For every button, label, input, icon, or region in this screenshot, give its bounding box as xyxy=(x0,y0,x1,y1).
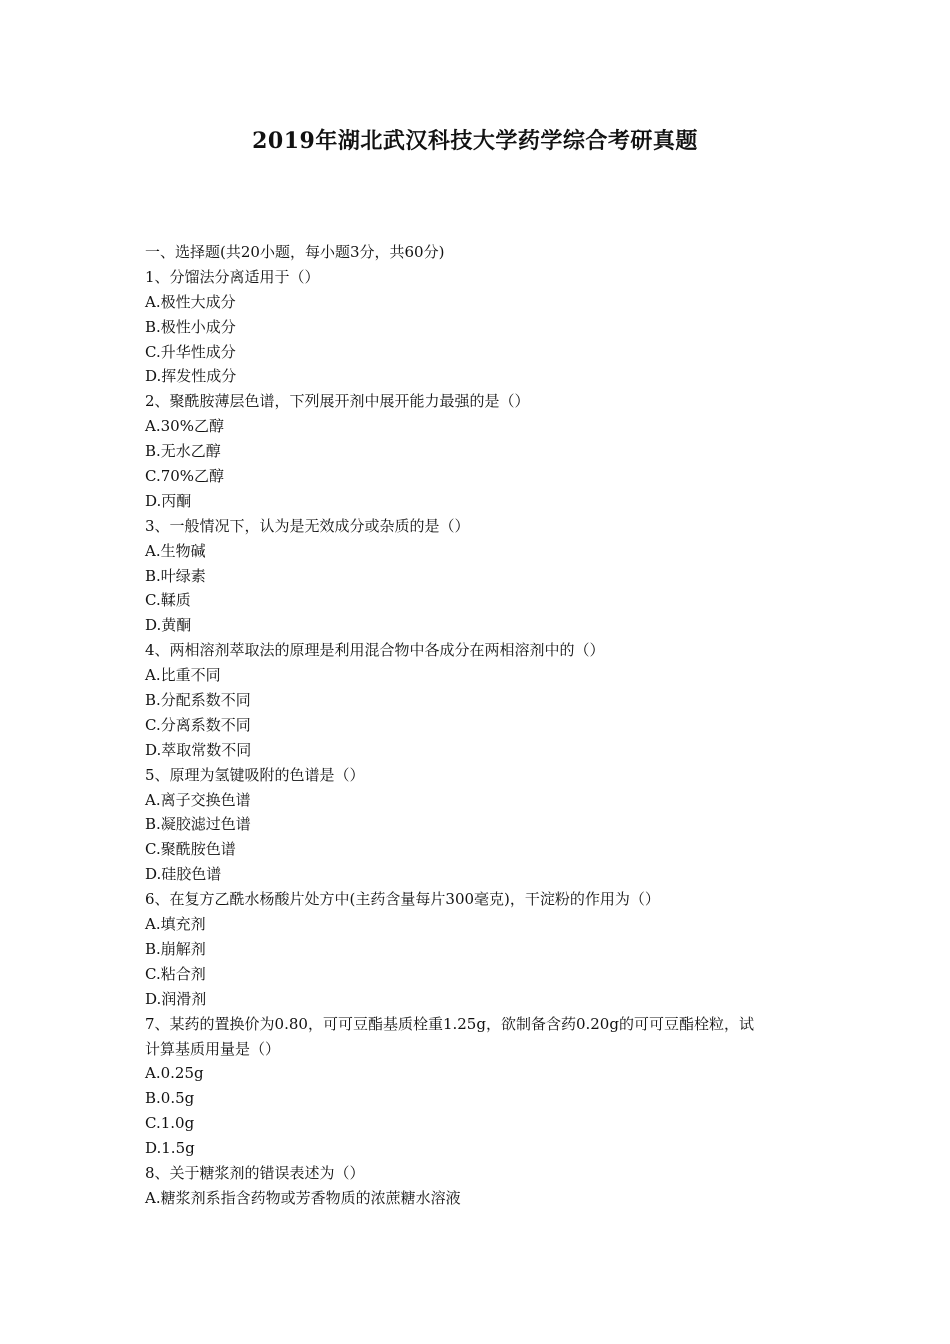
question-option: B.叶绿素 xyxy=(145,566,206,585)
question-option: D.萃取常数不同 xyxy=(145,740,252,759)
question-stem: 4、两相溶剂萃取法的原理是利用混合物中各成分在两相溶剂中的（） xyxy=(145,641,605,660)
question-option: B.0.5g xyxy=(145,1089,195,1108)
question-option: B.极性小成分 xyxy=(145,317,236,336)
question-stem: 6、在复方乙酰水杨酸片处方中(主药含量每片300毫克)，干淀粉的作用为（） xyxy=(145,890,660,909)
question-option: D.润滑剂 xyxy=(145,989,207,1008)
question-stem: 2、聚酰胺薄层色谱，下列展开剂中展开能力最强的是（） xyxy=(145,392,530,411)
question-option: A.比重不同 xyxy=(145,666,221,685)
question-option: B.分配系数不同 xyxy=(145,691,251,710)
question-stem: 1、分馏法分离适用于（） xyxy=(145,267,320,286)
section-heading: 一、选择题(共20小题，每小题3分，共60分) xyxy=(145,243,445,261)
question-option: D.黄酮 xyxy=(145,616,192,635)
question-option: A.生物碱 xyxy=(145,541,206,560)
question-option: C.粘合剂 xyxy=(145,964,206,983)
question-stem: 3、一般情况下，认为是无效成分或杂质的是（） xyxy=(145,516,470,535)
question-option: B.凝胶滤过色谱 xyxy=(145,815,251,834)
question-option: A.极性大成分 xyxy=(145,292,236,311)
question-option: B.崩解剂 xyxy=(145,939,206,958)
document-body xyxy=(145,240,815,1211)
question-option: C.1.0g xyxy=(145,1114,195,1133)
question-option: A.30%乙醇 xyxy=(145,417,224,436)
question-option: D.丙酮 xyxy=(145,491,192,510)
question-option: A.离子交换色谱 xyxy=(145,790,251,809)
document-title: 2019年湖北武汉科技大学药学综合考研真题 xyxy=(252,128,698,154)
question-option: A.0.25g xyxy=(145,1064,204,1083)
question-option: D.挥发性成分 xyxy=(145,367,237,386)
question-stem: 5、原理为氢键吸附的色谱是（） xyxy=(145,765,365,784)
question-stem: 8、关于糖浆剂的错误表述为（） xyxy=(145,1163,365,1182)
question-option: C.70%乙醇 xyxy=(145,467,225,486)
question-option: A.填充剂 xyxy=(145,915,206,934)
question-option: A.糖浆剂系指含药物或芳香物质的浓蔗糖水溶液 xyxy=(145,1188,461,1207)
question-stem-continued: 计算基质用量是（） xyxy=(145,1039,281,1058)
question-option: C.聚酰胺色谱 xyxy=(145,840,236,859)
question-stem: 7、某药的置换价为0.80，可可豆酯基质栓重1.25g，欲制备含药0.20g的可可豆酯栓粒，试 xyxy=(145,1014,754,1033)
question-option: C.鞣质 xyxy=(145,591,191,610)
question-option: D.1.5g xyxy=(145,1139,195,1158)
question-option: C.升华性成分 xyxy=(145,342,236,361)
question-option: C.分离系数不同 xyxy=(145,715,251,734)
question-option: B.无水乙醇 xyxy=(145,442,221,461)
question-option: D.硅胶色谱 xyxy=(145,865,222,884)
